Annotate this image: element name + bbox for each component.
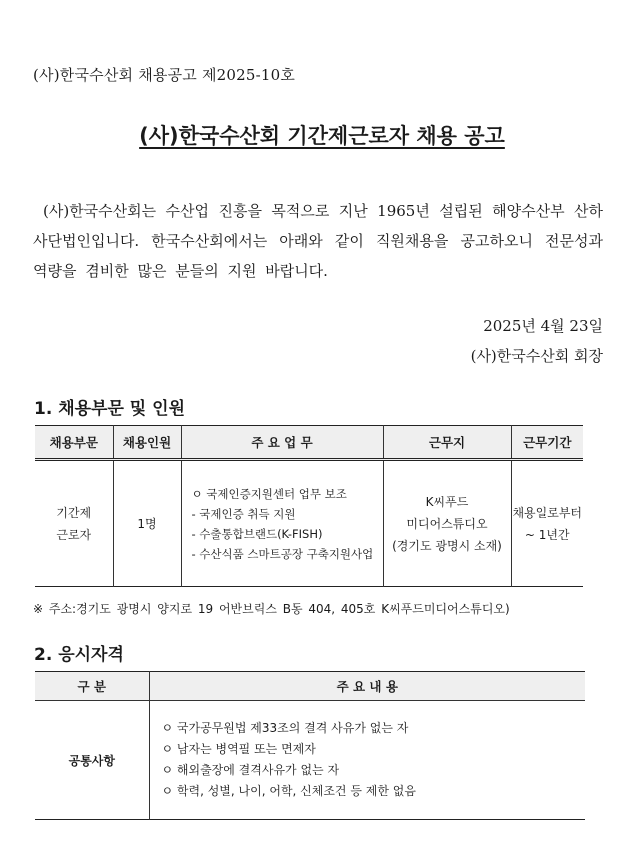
header-headcount: 채용인원: [113, 426, 181, 460]
cell-period: [511, 460, 583, 587]
cell-duties: [181, 460, 383, 587]
intro-paragraph: (사)한국수산회는 수산업 진흥을 목적으로 지난 1965년 설립된 해양수산부 산하 사단법인입니다. 한국수산회에서는 아래와 같이 직원채용을 공고하오니 전문성과 역량을 겸비한 많은 분들의 지원 바랍니다.: [33, 202, 603, 280]
table-header-row: [35, 426, 583, 460]
qualification-table: [35, 671, 585, 820]
section-2-title: 2. 응시자격: [34, 645, 124, 665]
cell-qualifications: [149, 701, 585, 820]
qualification-item: ㅇ 남자는 병역필 또는 면제자: [161, 742, 316, 756]
signer: (사)한국수산회 회장: [470, 347, 603, 365]
qualification-item: ㅇ 해외출장에 결격사유가 없는 자: [161, 763, 340, 777]
duty-item: ㅇ 국제인증지원센터 업무 보조: [191, 486, 347, 501]
duty-item: - 수산식품 스마트공장 구축지원사업: [191, 546, 374, 561]
table-header-row: [35, 672, 585, 701]
cell-division: [35, 460, 113, 587]
header-content: 주 요 내 용: [149, 672, 585, 701]
location-line: (경기도 광명시 소재): [392, 538, 502, 553]
header-location: 근무지: [383, 426, 511, 460]
division-line: 기간제: [56, 505, 92, 520]
division-line: 근로자: [56, 527, 92, 542]
header-period: 근무기간: [511, 426, 583, 460]
duty-item: - 수출통합브랜드(K-FISH): [191, 526, 323, 541]
cell-headcount: 1명: [113, 460, 181, 587]
header-division: 채용부문: [35, 426, 113, 460]
cell-location: [383, 460, 511, 587]
document-number: (사)한국수산회 채용공고 제2025-10호: [33, 66, 296, 84]
title-text: (사)한국수산회 기간제근로자 채용 공고: [139, 124, 505, 148]
page-title: [0, 120, 644, 150]
table-row: [35, 460, 583, 587]
cell-category: 공통사항: [35, 701, 149, 820]
address-note: ※ 주소:경기도 광명시 양지로 19 어반브릭스 B동 404, 405호 K씨푸드미디어스튜디오): [33, 602, 510, 616]
signature-block: [471, 311, 603, 371]
location-line: 미디어스튜디오: [406, 516, 488, 531]
recruitment-table: [35, 425, 583, 587]
table-row: [35, 701, 585, 820]
announcement-date: 2025년 4월 23일: [483, 317, 603, 335]
location-line: K씨푸드: [425, 494, 469, 509]
header-duties: 주 요 업 무: [181, 426, 383, 460]
period-line: ~ 1년간: [524, 527, 570, 542]
section-1-title: 1. 채용부문 및 인원: [34, 399, 185, 419]
qualification-item: ㅇ 학력, 성별, 나이, 어학, 신체조건 등 제한 없음: [161, 784, 416, 798]
period-line: 채용일로부터: [512, 505, 583, 520]
qualification-item: ㅇ 국가공무원법 제33조의 결격 사유가 없는 자: [161, 721, 409, 735]
duty-item: - 국제인증 취득 지원: [191, 506, 296, 521]
header-category: 구 분: [35, 672, 149, 701]
